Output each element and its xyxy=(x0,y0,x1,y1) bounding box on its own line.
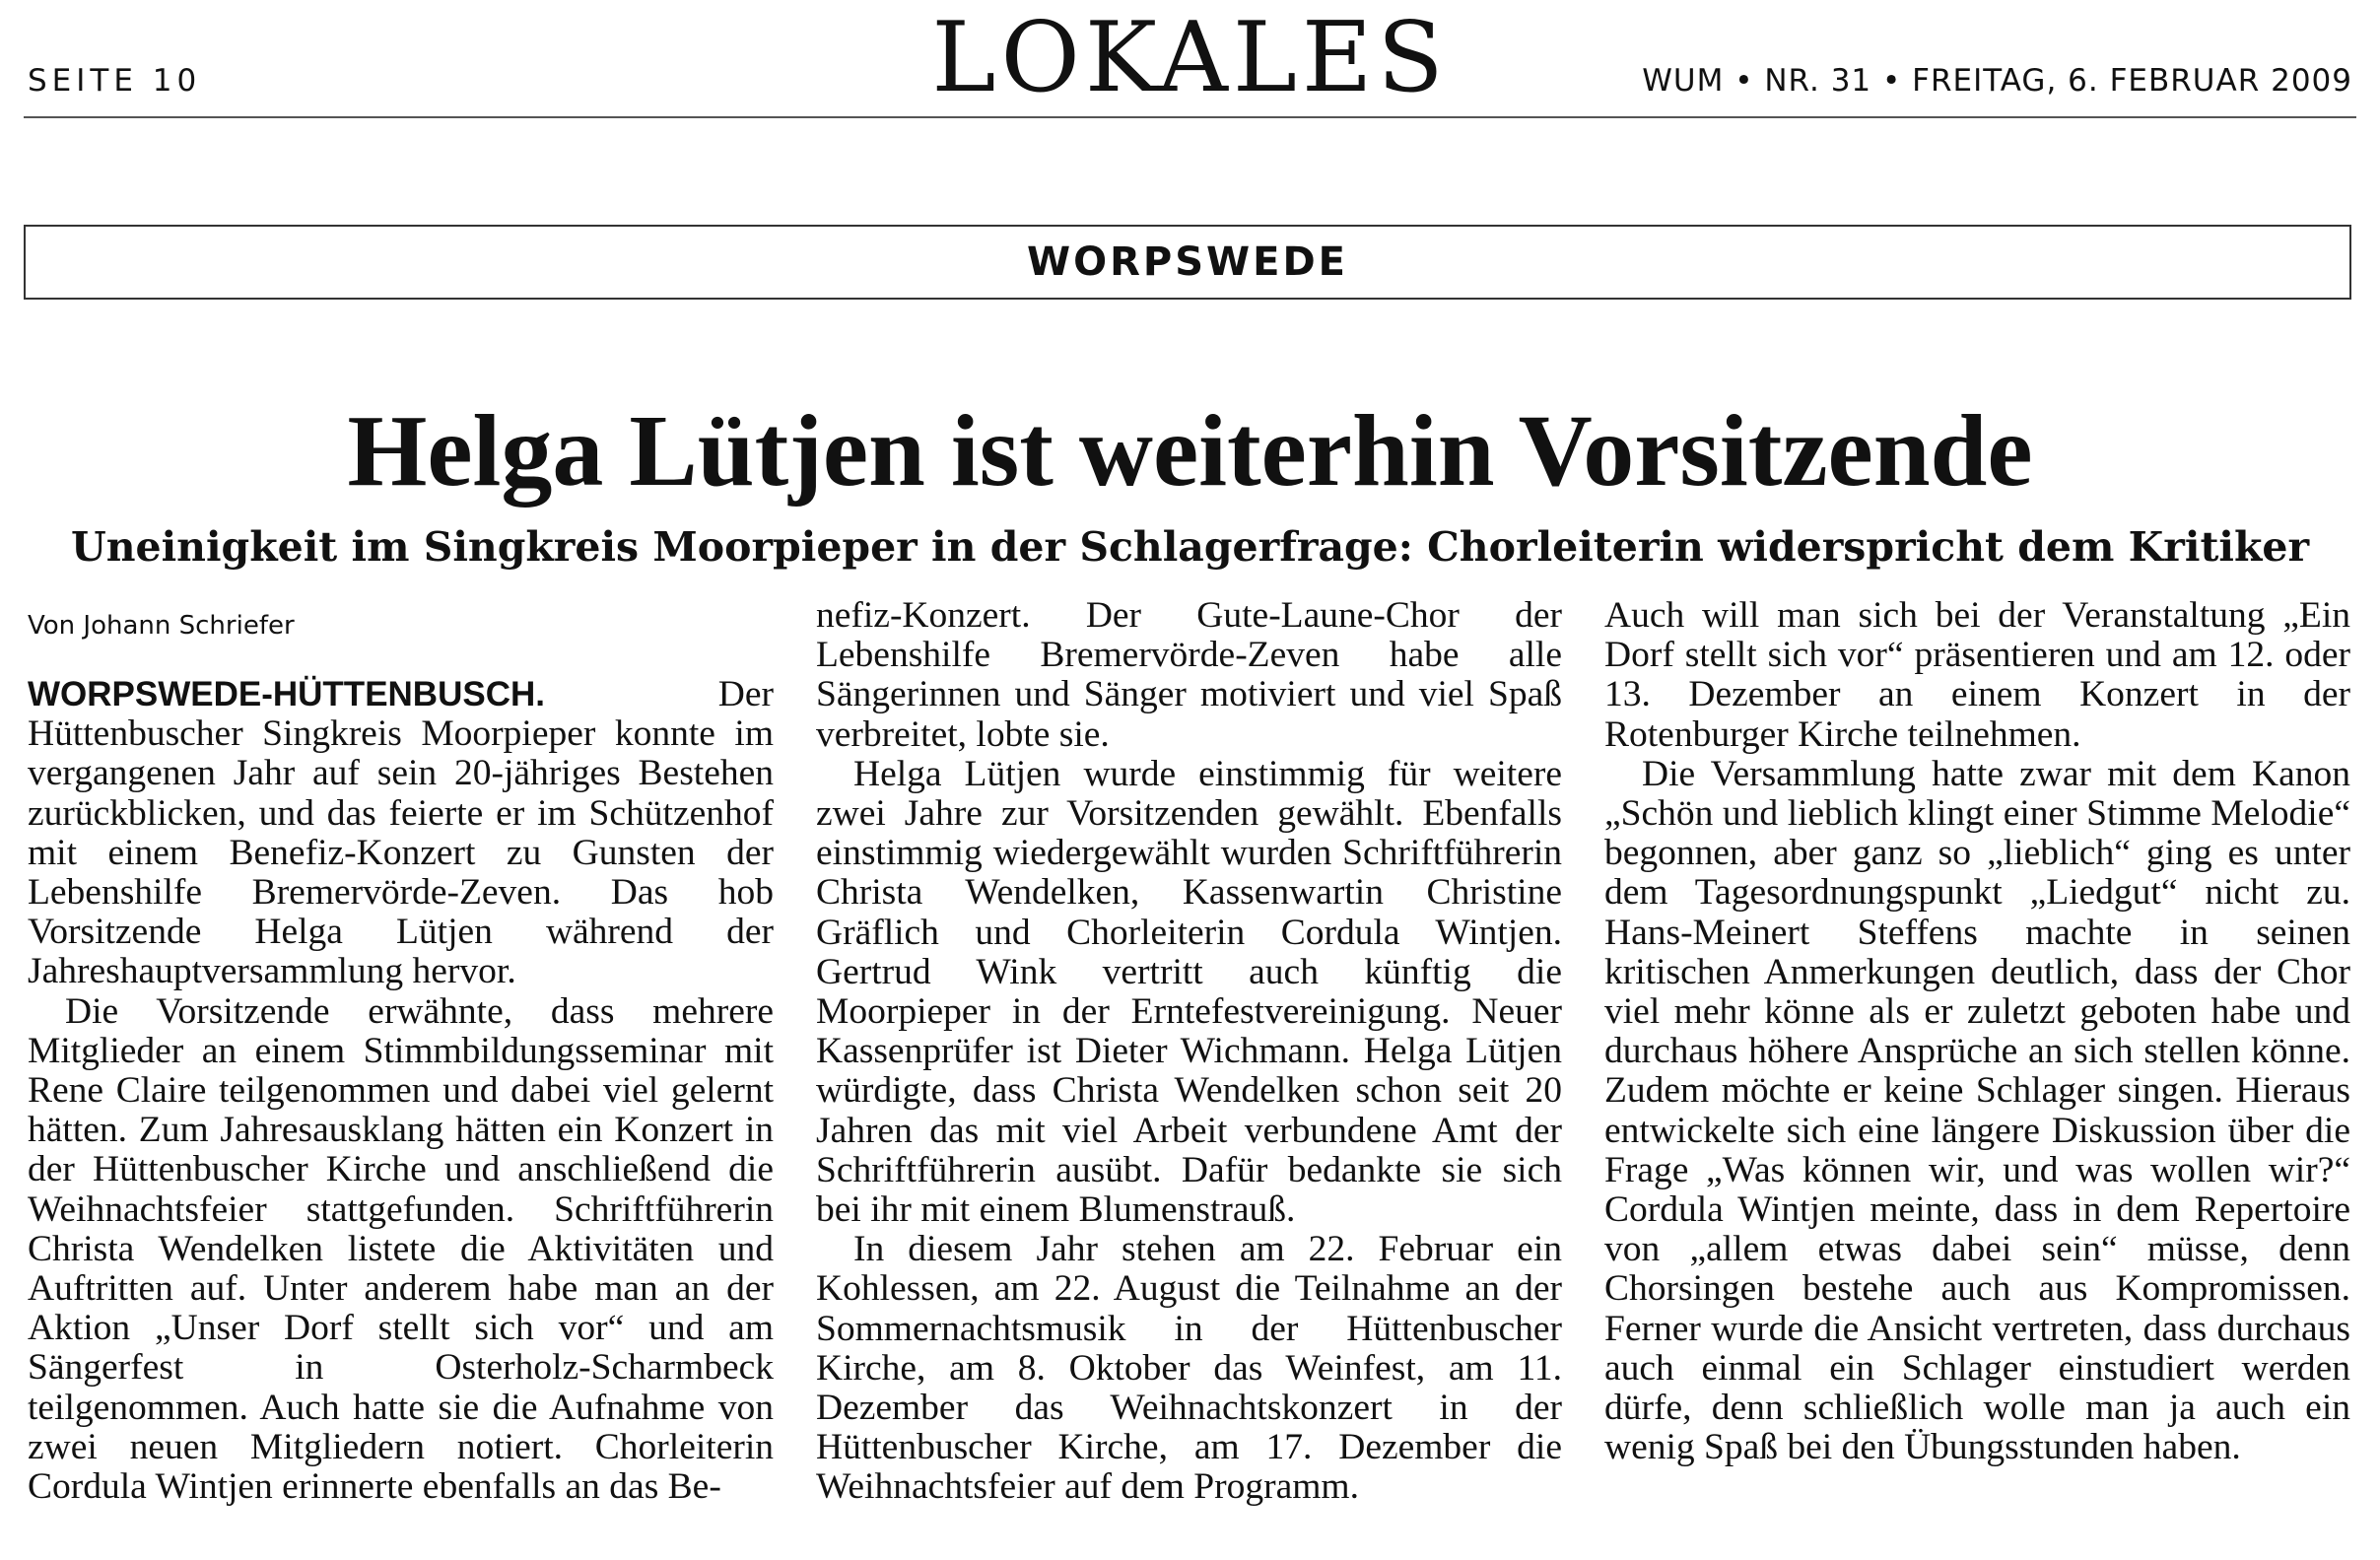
paragraph: Auch will man sich bei der Veranstaltung „Ein Dorf stellt sich vor“ präsentieren und am 12. oder 13. Dezember an einem Konzert in der Rotenburger Kirche teilnehmen. xyxy=(1604,595,2350,755)
headline: Helga Lütjen ist weiterhin Vorsitzende xyxy=(347,394,2033,508)
page-number: SEITE 10 xyxy=(28,63,202,99)
paragraph xyxy=(28,675,774,992)
article-column-3 xyxy=(1604,596,2350,1467)
article-column-2 xyxy=(816,596,1562,1508)
dateline: WORPSWEDE-HÜTTENBUSCH. xyxy=(28,675,545,713)
paragraph: Die Vorsitzende erwähnte, dass mehrere Mitglieder an einem Stimmbildungsseminar mit Rene Claire teilgenommen und dabei viel gelernt hätten. Zum Jahresausklang hätten ein Konzert in der Hüttenbuscher Kirche und anschließend die Weihnachtsfeier stattgefunden. Schriftführerin Christa Wendelken listete die Aktivitäten und Auftritten auf. Unter anderem habe man an der Aktion „Unser Dorf stellt sich vor“ und am Sängerfest in Osterholz-Scharmbeck teilgenommen. Auch hatte sie die Aufnahme von zwei neuen Mitgliedern notiert. Chorleiterin Cordula Wintjen erinnerte ebenfalls an das Be- xyxy=(28,990,774,1508)
paragraph: Die Versammlung hatte zwar mit dem Kanon „Schön und lieblich klingt einer Stimme Melodie“ begonnen, aber ganz so „lieblich“ ging es unter dem Tagesordnungspunkt „Liedgut“ nicht zu. Hans-Meinert Steffens machte in seinen kritischen Anmerkungen deutlich, dass der Chor viel mehr könne als er zuletzt geboten habe und durchaus höhere Ansprüche an sich stellen könne. Zudem möchte er keine Schlager singen. Hieraus entwickelte sich eine längere Diskussion über die Frage „Was können wir, und was wollen wir?“ Cordula Wintjen meinte, dass in dem Repertoire von „allem etwas dabei sein“ müsse, denn Chorsingen bestehe auch aus Kompromissen. Ferner wurde die Ansicht vertreten, dass durchaus auch einmal ein Schlager einstudiert werden dürfe, denn schließlich wolle man ja auch ein wenig Spaß bei den Übungsstunden haben. xyxy=(1604,753,2350,1468)
section-label: WORPSWEDE xyxy=(24,225,2351,300)
paragraph: nefiz-Konzert. Der Gute-Laune-Chor der Lebenshilfe Bremervörde-Zeven habe alle Sängerinnen und Sänger motiviert und viel Spaß verbreitet, lobte sie. xyxy=(816,595,1562,755)
byline: Von Johann Schriefer xyxy=(28,611,295,641)
paragraph: Helga Lütjen wurde einstimmig für weitere zwei Jahre zur Vorsitzenden gewählt. Ebenfalls einstimmig wiedergewählt wurden Schriftführerin Christa Wendelken, Kassenwartin Christine Gräflich und Chorleiterin Cordula Wintjen. Gertrud Wink vertritt auch künftig die Moorpieper in der Erntefestvereinigung. Neuer Kassenprüfer ist Dieter Wichmann. Helga Lütjen würdigte, dass Christa Wendelken schon seit 20 Jahren das mit viel Arbeit verbundene Amt der Schriftführerin ausübt. Dafür bedankte sie sich bei ihr mit einem Blumenstrauß. xyxy=(816,753,1562,1231)
article-column-1 xyxy=(28,675,774,1507)
paragraph: In diesem Jahr stehen am 22. Februar ein Kohlessen, am 22. August die Teilnahme an der Sommernachtsmusik in der Hüttenbuscher Kirche, am 8. Oktober das Weinfest, am 11. Dezember das Weihnachtskonzert in der Hüttenbuscher Kirche, am 17. Dezember die Weihnachtsfeier auf dem Programm. xyxy=(816,1229,1562,1508)
subheadline: Uneinigkeit im Singkreis Moorpieper in der Schlagerfrage: Chorleiterin widerspricht dem Kritiker xyxy=(70,523,2310,571)
section-title: LOKALES xyxy=(931,2,1449,114)
masthead-divider xyxy=(24,116,2356,118)
paragraph-text: Der Hüttenbuscher Singkreis Moorpieper konnte im vergangenen Jahr auf sein 20-jähriges Bestehen zurückblicken, und das feierte er im Schützenhof mit einem Benefiz-Konzert zu Gunsten der Lebenshilfe Bremervörde-Zeven. Das hob Vorsitzende Helga Lütjen während der Jahreshauptversammlung hervor. xyxy=(28,674,774,992)
issue-info: WUM • NR. 31 • FREITAG, 6. FEBRUAR 2009 xyxy=(1642,63,2352,99)
